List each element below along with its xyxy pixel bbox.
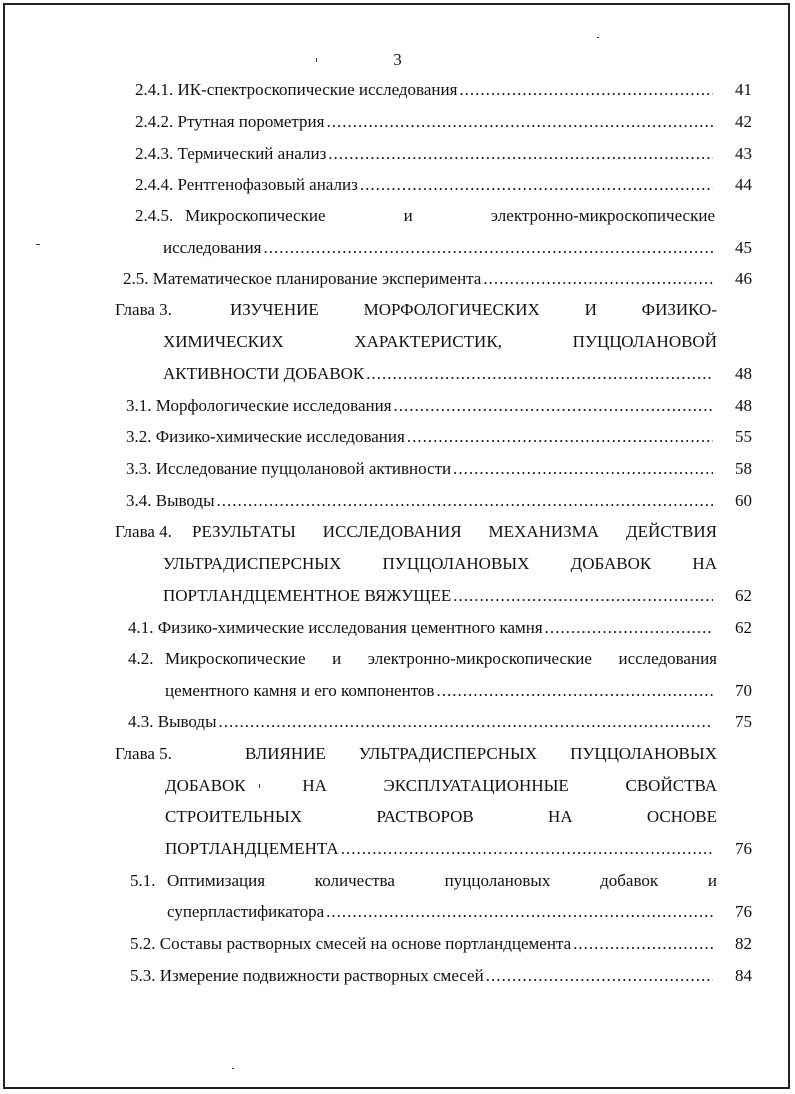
section-title: Измерение подвижности растворных смесей: [159, 966, 484, 985]
chapter-heading: [115, 742, 717, 766]
section-number: 3.3.: [126, 459, 152, 478]
dot-leader: [545, 616, 713, 640]
section-title-line: Микроскопические и электронно-микроскопические: [185, 206, 715, 225]
section-title: Составы растворных смесей на основе портландцемента: [159, 934, 572, 953]
toc-entry-continuation: [163, 236, 715, 260]
chapter-title-line: [163, 584, 715, 608]
toc-entry: [128, 710, 715, 734]
section-title-line: цементного камня и его компонентов: [165, 681, 435, 700]
page-ref: 42: [735, 112, 752, 131]
chapter-title-line: [163, 362, 715, 386]
scan-speck: [232, 1068, 234, 1069]
page-ref: 62: [735, 618, 752, 637]
toc-entry: [135, 110, 715, 134]
section-number: 3.4.: [126, 491, 152, 510]
toc-entry: [128, 647, 717, 671]
dot-leader: [264, 236, 713, 260]
dot-leader: [341, 837, 713, 861]
toc-entry-continuation: [165, 679, 715, 703]
page-ref: 45: [735, 238, 752, 257]
section-title-line: исследования: [163, 238, 262, 257]
dot-leader: [394, 394, 713, 418]
dot-leader: [217, 489, 713, 513]
scan-speck: [36, 244, 40, 245]
page-ref: 44: [735, 175, 752, 194]
chapter-title-line: ХИМИЧЕСКИХ ХАРАКТЕРИСТИК, ПУЦЦОЛАНОВОЙ: [163, 332, 717, 351]
dot-leader: [453, 584, 713, 608]
section-title-line: Оптимизация количества пуццолановых добавок и: [167, 871, 717, 890]
section-number: 3.2.: [126, 427, 152, 446]
dot-leader: [436, 679, 713, 703]
section-number: 4.1.: [128, 618, 154, 637]
dot-leader: [219, 710, 713, 734]
chapter-label: Глава 3.: [115, 300, 172, 319]
toc-entry: [135, 78, 715, 102]
toc-entry: [130, 932, 715, 956]
page-ref: 82: [735, 934, 752, 953]
dot-leader: [453, 457, 713, 481]
scan-speck: [597, 37, 599, 38]
section-title: ИК-спектроскопические исследования: [177, 80, 458, 99]
chapter-title-line: ИЗУЧЕНИЕ МОРФОЛОГИЧЕСКИХ И ФИЗИКО-: [230, 300, 717, 319]
page-ref: 70: [735, 681, 752, 700]
section-number: 2.4.3.: [135, 144, 174, 163]
dot-leader: [573, 932, 713, 956]
section-number: 2.4.2.: [135, 112, 174, 131]
section-title: Выводы: [155, 491, 215, 510]
page-ref: 48: [735, 364, 752, 383]
dot-leader: [360, 173, 713, 197]
section-title: Исследование пуццолановой активности: [155, 459, 452, 478]
page-ref: 43: [735, 144, 752, 163]
dot-leader: [326, 110, 713, 134]
dot-leader: [486, 964, 713, 988]
dot-leader: [328, 142, 713, 166]
toc-entry: [126, 457, 715, 481]
toc-entry-continuation: [167, 900, 715, 924]
chapter-title-line: [165, 837, 715, 861]
toc-entry: [123, 267, 715, 291]
section-title: Ртутная порометрия: [177, 112, 325, 131]
chapter-label: Глава 5.: [115, 744, 172, 763]
page-number: 3: [393, 50, 402, 69]
section-title: Выводы: [157, 712, 217, 731]
toc-entry: [128, 616, 715, 640]
section-number: 3.1.: [126, 396, 152, 415]
section-title: Физико-химические исследования цементного камня: [157, 618, 543, 637]
toc-entry: [130, 964, 715, 988]
dot-leader: [366, 362, 713, 386]
chapter-heading: [115, 520, 717, 544]
section-title: Математическое планирование эксперимента: [152, 269, 482, 288]
section-title: Физико-химические исследования: [155, 427, 405, 446]
dot-leader: [407, 425, 713, 449]
toc-entry: [126, 425, 715, 449]
chapter-title-line: СТРОИТЕЛЬНЫХ РАСТВОРОВ НА ОСНОВЕ: [165, 807, 717, 826]
toc-entry: [126, 489, 715, 513]
page-ref: 84: [735, 966, 752, 985]
page-ref: 75: [735, 712, 752, 731]
page-ref: 76: [735, 839, 752, 858]
section-number: 4.3.: [128, 712, 154, 731]
page-ref: 46: [735, 269, 752, 288]
section-number: 5.3.: [130, 966, 156, 985]
section-number: 4.2.: [128, 649, 154, 668]
page-ref: 41: [735, 80, 752, 99]
section-number: 2.4.4.: [135, 175, 174, 194]
chapter-title-line: ВЛИЯНИЕ УЛЬТРАДИСПЕРСНЫХ ПУЦЦОЛАНОВЫХ: [245, 744, 717, 763]
section-title-line: суперпластификатора: [167, 902, 325, 921]
page-ref: 48: [735, 396, 752, 415]
page-ref: 58: [735, 459, 752, 478]
section-number: 5.2.: [130, 934, 156, 953]
chapter-title-text: АКТИВНОСТИ ДОБАВОК: [163, 364, 365, 383]
toc-entry: [126, 394, 715, 418]
page-ref: 76: [735, 902, 752, 921]
page-ref: 62: [735, 586, 752, 605]
section-title: Морфологические исследования: [155, 396, 392, 415]
section-title: Рентгенофазовый анализ: [177, 175, 358, 194]
dot-leader: [326, 900, 713, 924]
section-title: Термический анализ: [177, 144, 327, 163]
section-number: 5.1.: [130, 871, 156, 890]
chapter-title-line: УЛЬТРАДИСПЕРСНЫХ ПУЦЦОЛАНОВЫХ ДОБАВОК НА: [163, 554, 717, 573]
toc-entry: [130, 869, 717, 893]
chapter-label: Глава 4.: [115, 522, 172, 541]
chapter-title-text: ПОРТЛАНДЦЕМЕНТА: [165, 839, 339, 858]
toc-entry: [135, 204, 715, 228]
chapter-title-text: ПОРТЛАНДЦЕМЕНТНОЕ ВЯЖУЩЕЕ: [163, 586, 452, 605]
page-ref: 55: [735, 427, 752, 446]
section-number: 2.4.1.: [135, 80, 174, 99]
toc-entry: [135, 142, 715, 166]
section-number: 2.5.: [123, 269, 149, 288]
dot-leader: [459, 78, 713, 102]
chapter-title-line: РЕЗУЛЬТАТЫ ИССЛЕДОВАНИЯ МЕХАНИЗМА ДЕЙСТВИЯ: [192, 522, 717, 541]
chapter-title-line: ДОБАВОК НА ЭКСПЛУАТАЦИОННЫЕ СВОЙСТВА: [165, 776, 717, 795]
page-ref: 60: [735, 491, 752, 510]
section-number: 2.4.5.: [135, 206, 174, 225]
chapter-heading: [115, 298, 717, 322]
dot-leader: [483, 267, 713, 291]
section-title-line: Микроскопические и электронно-микроскопические исследования: [165, 649, 717, 668]
toc-entry: [135, 173, 715, 197]
